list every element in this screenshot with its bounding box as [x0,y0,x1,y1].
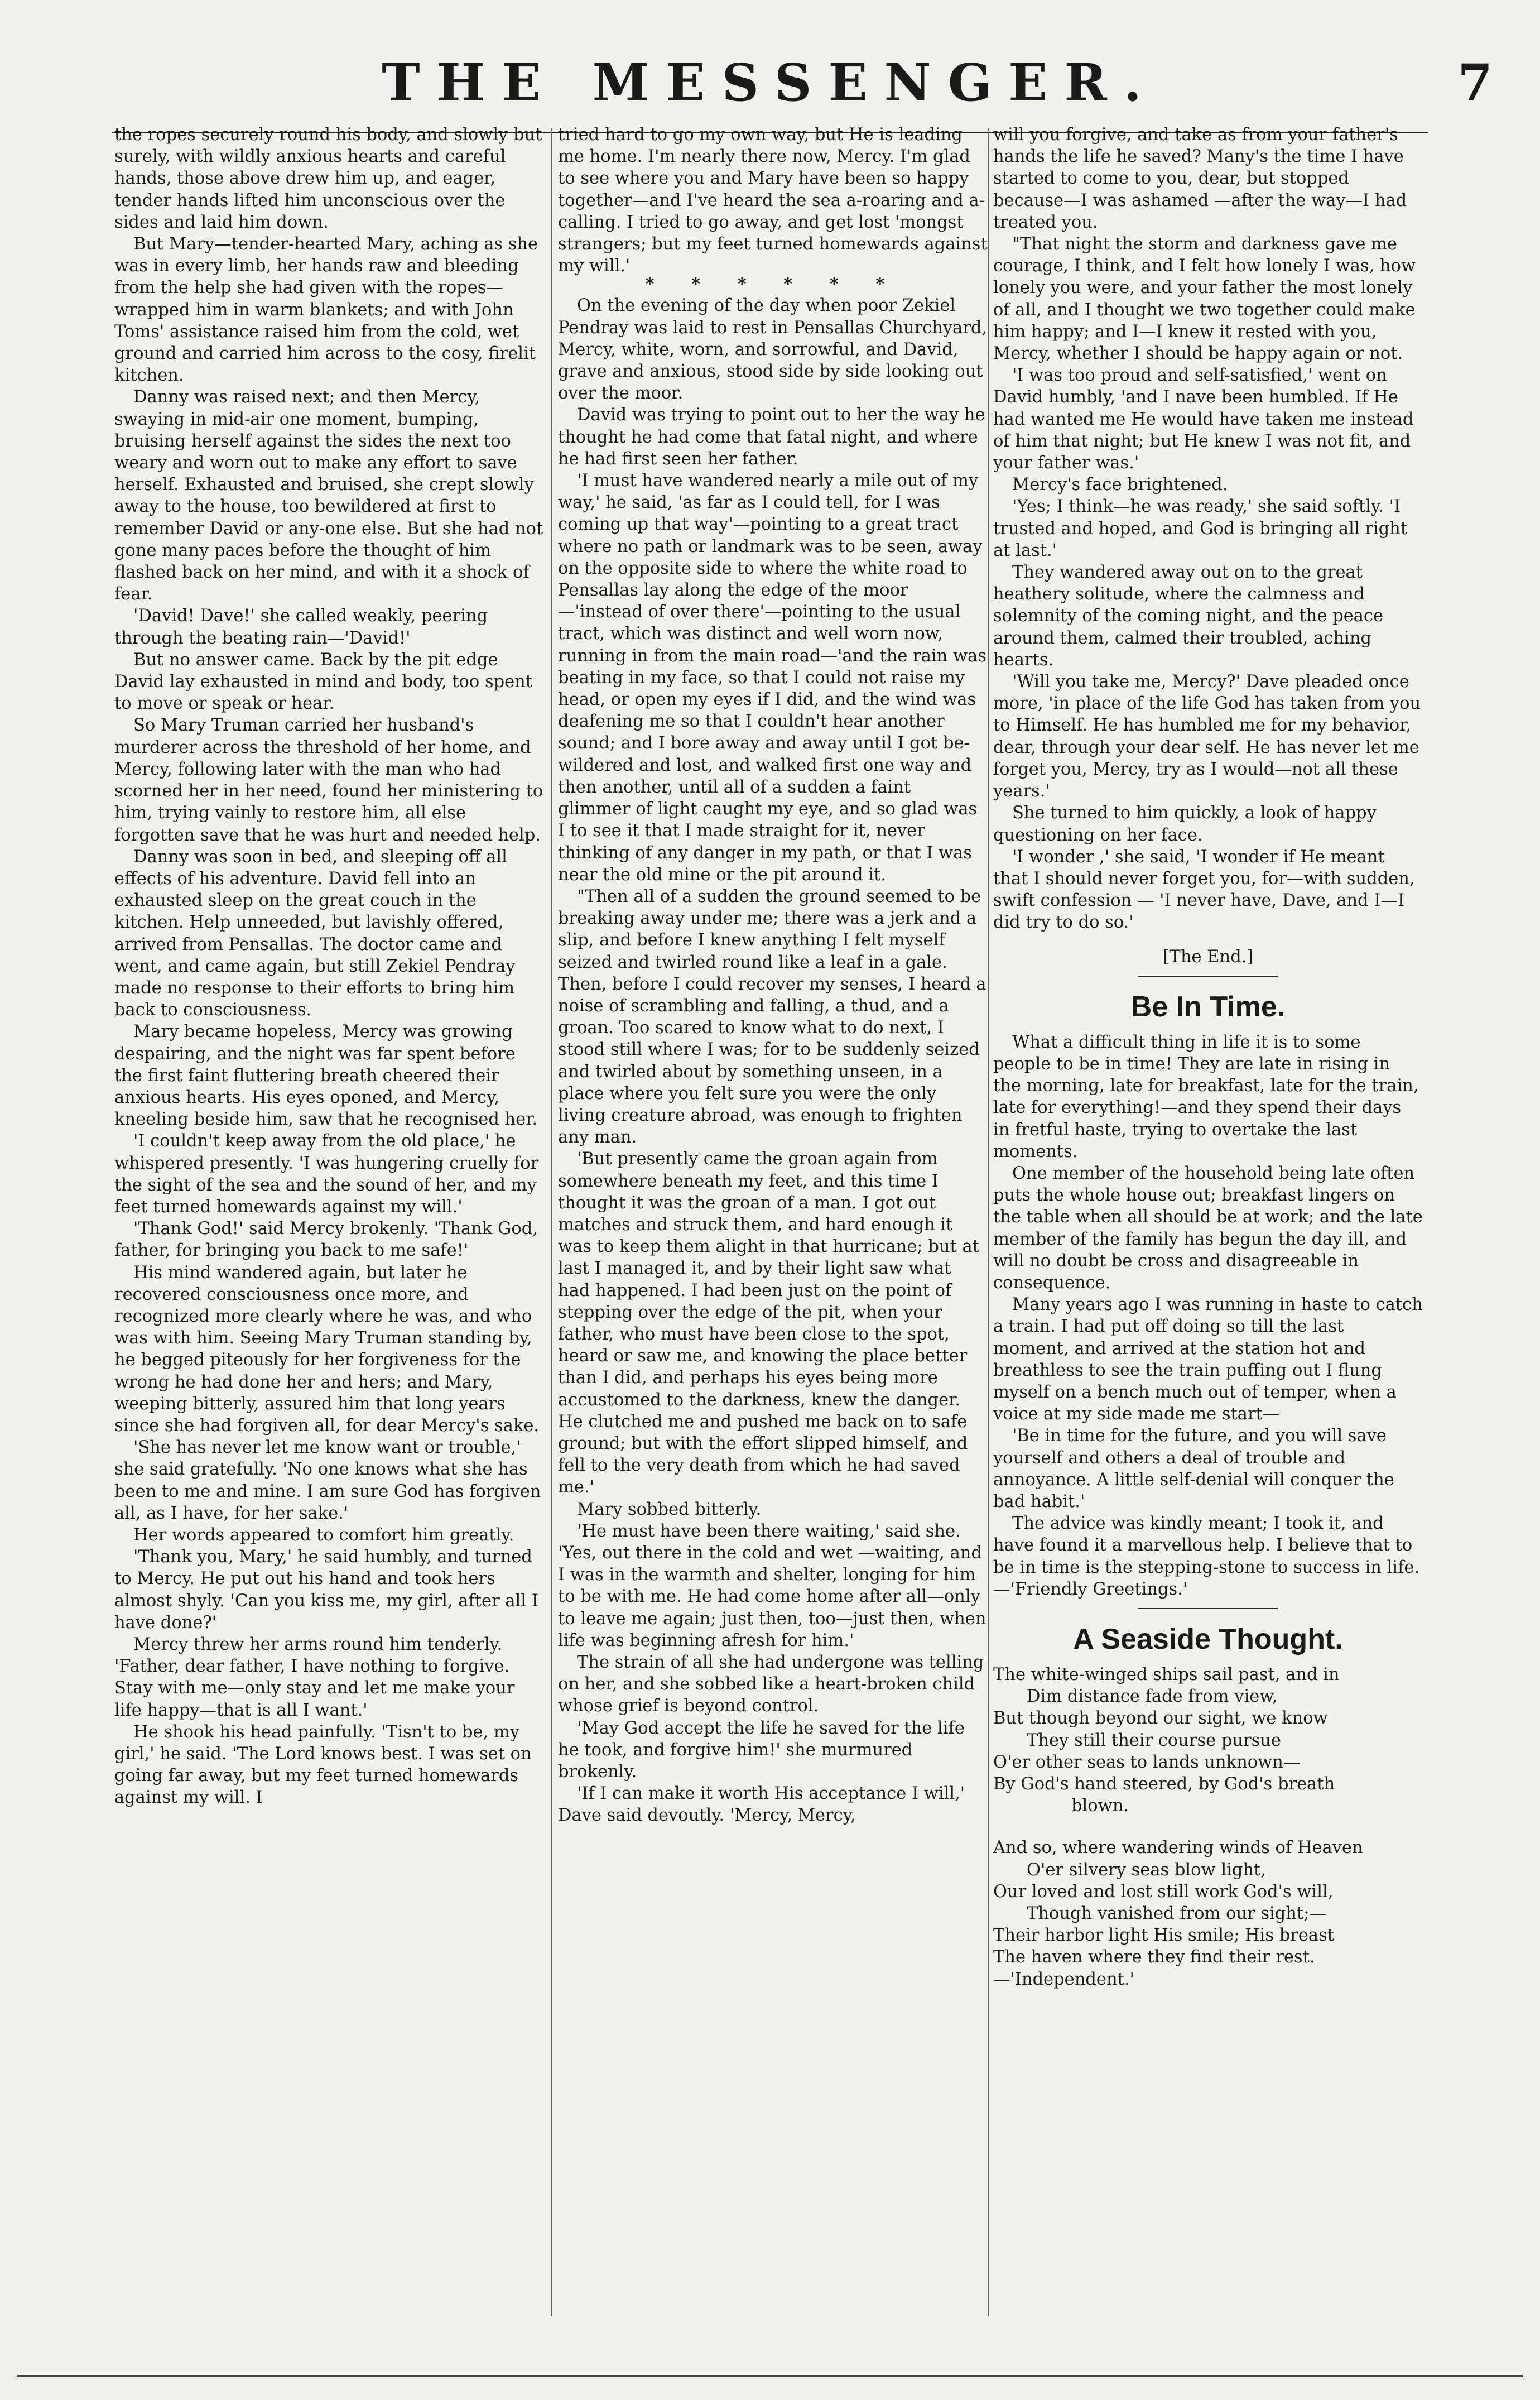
paragraph: 'Will you take me, Mercy?' Dave pleaded once more, 'in place of the life God has taken from you to Himself. He has humbled me for my behavior, dear, through your dear self. He has never let me forget you, Mercy, try as I would—not all these years.' [993,672,1421,801]
paragraph: Danny was raised next; and then Mercy, swaying in mid-air one moment, bumping, bruising herself against the sides the next too weary and worn out to make any effort to save herself. Exhausted and bruised, she crept slowly away to the house, too bewildered at first to remember David or any-one else. But she had not gone many paces before the thought of him flashed back on her mind, and with it a shock of fear. [114,387,543,604]
stanza-gap [993,1817,1423,1837]
column-divider [988,128,989,2316]
poem [993,1664,1423,1990]
bottom-rule [17,2375,1523,2377]
poem-line: Our loved and lost still work God's will, [993,1881,1334,1902]
paragraph: 'May God accept the life he saved for the life he took, and forgive him!' she murmured brokenly. [558,1718,965,1782]
poem-line: Dim distance fade from view, [1027,1687,1278,1707]
poem-line: O'er silvery seas blow light, [1027,1860,1266,1880]
divider [1138,1608,1278,1609]
paragraph: What a difficult thing in life it is to some people to be in time! They are late in rising in the morning, late for breakfast, late for the train, late for everything!—and they spend their days in fretful haste, trying to overtake the last moments. [993,1032,1419,1161]
paragraph: 'I wonder ,' she said, 'I wonder if He meant that I should never forget you, for—with sudden, swift confession — 'I never have, Dave, and I—I did try to do so.' [993,847,1415,933]
paragraph: Her words appeared to comfort him greatly. [133,1525,514,1545]
poem-line: The white-winged ships sail past, and in [993,1665,1340,1684]
paragraph: 'I was too proud and self-satisfied,' went on David humbly, 'and I nave been humbled. If He had wanted me He would have taken me instead of him that night; but He knew I was not fit, and your father was.' [993,366,1414,473]
poem-line: But though beyond our sight, we know [993,1708,1328,1729]
paragraph: One member of the household being late often puts the whole house out; breakfast lingers on the table when all should be at work; and the late member of the family has begun the day ill, and will no doubt be cross and disagreeable in consequence. [993,1163,1423,1293]
paragraph: David was trying to point out to her the way he thought he had come that fatal night, and where he had first seen her father. [558,405,985,469]
the-end-label: [The End.] [1162,947,1254,967]
paragraph: The advice was kindly meant; I took it, and have found it a marvellous help. I believe that to be in time is the stepping-stone to success in life.—'Friendly Greetings.' [993,1514,1420,1599]
paragraph: 'Yes; I think—he was ready,' she said softly. 'I trusted and hoped, and God is bringing all right at last.' [993,497,1408,560]
paragraph: 'David! Dave!' she called weakly, peering through the beating rain—'David!' [114,606,488,648]
paragraph: 'But presently came the groan again from somewhere beneath my feet, and this time I thought it was the groan of a man. I got out matches and struck them, and hard enough it was to keep them alight in that hurricane; but at last I managed it, and by their light saw what had happened. I had been just on the point of stepping over the edge of the pit, when your father, who must have been close to the spot, heard or saw me, and knowing the place better than I did, and perhaps his eyes being more accustomed to the darkness, knew the danger. He clutched me and pushed me back on to safe ground; but with the effort slipped himself, and fell to the very death from which he had saved me.' [558,1149,979,1497]
paragraph: 'He must have been there waiting,' said she. 'Yes, out there in the cold and wet —waiting, and I was in the warmth and shelter, longing for him to be with me. He had come home after all—only to leave me again; just then, too—just then, when life was beginning afresh for him.' [558,1521,986,1650]
column-2 [558,124,988,1827]
paragraph: Mercy's face brightened. [1012,475,1228,495]
paragraph: But Mary—tender-hearted Mary, aching as she was in every limb, her hands raw and bleeding from the help she had given with the ropes—wrapped him in warm blankets; and with John Toms' assistance raised him from the cold, wet ground and carried him across to the cosy, firelit kitchen. [114,234,538,386]
masthead: THE MESSENGER. [382,52,1158,113]
poem-line: By God's hand steered, by God's breath [993,1774,1335,1794]
column-3 [993,124,1423,1990]
paragraph: 'I must have wandered nearly a mile out of my way,' he said, 'as far as I could tell, for I was coming up that way'—pointing to a great tract where no path or landmark was to be seen, away on the opposite side to where the white road to Pensallas lay along the edge of the moor—'instead of over there'—pointing to the usual tract, which was distinct and well worn now, running in from the main road—'and the rain was beating in my face, so that I could not raise my head, or open my eyes if I did, and the wind was deafening me so that I couldn't hear another sound; and I bore away and away until I got be-wildered and lost, and walked first one way and then another, until all of a sudden a faint glimmer of light caught my eye, and so glad was I to see it that I made straight for it, never thinking of any danger in my path, or that I was near the old mine or the pit around it. [558,471,986,885]
poem-source: —'Independent.' [993,1969,1134,1989]
paragraph: They wandered away out on to the great heathery solitude, where the calmness and solemnity of the coming night, and the peace around them, calmed their troubled, aching hearts. [993,563,1384,670]
paragraph: 'Thank God!' said Mercy brokenly. 'Thank God, father, for bringing you back to me safe!' [114,1219,538,1261]
poem-line: They still their course pursue [1027,1730,1281,1750]
paragraph: Many years ago I was running in haste to catch a train. I had put off doing so till the last moment, and arrived at the station hot and breathless to see the train puffing out I flung myself on a bench much out of temper, when a voice at my side made me start— [993,1295,1423,1424]
paragraph: His mind wandered again, but later he recovered consciousness once more, and recognized more clearly where he was, and who was with him. Seeing Mary Truman standing by, he begged piteously for her forgiveness for the wrong he had done her and hers; and Mary, weeping bitterly, assured him that long years since she had forgiven all, for dear Mercy's sake. [114,1263,540,1436]
paragraph: Danny was soon in bed, and sleeping off all effects of his adventure. David fell into an exhausted sleep on the great couch in the kitchen. Help unneeded, but lavishly offered, arrived from Pensallas. The doctor came and went, and came again, but still Zekiel Pendray made no response to their efforts to bring him back to consciousness. [114,847,516,1020]
paragraph: "That night the storm and darkness gave me courage, I think, and I felt how lonely I was, how lonely you were, and your father the most lonely of all, and I thought we two together could make him happy; and I—I knew it rested with you, Mercy, whether I should be happy again or not. [993,234,1416,364]
paragraph: She turned to him quickly, a look of happy questioning on her face. [993,803,1377,845]
poem-line: The haven where they find their rest. [993,1947,1315,1967]
paragraph: The strain of all she had undergone was telling on her, and she sobbed like a heart-broken child whose grief is beyond control. [558,1653,984,1716]
paragraph: 'She has never let me know want or trouble,' she said gratefully. 'No one knows what she has been to me and mine. I am sure God has forgiven all, as I have, for her sake.' [114,1438,541,1523]
paragraph: He shook his head painfully. 'Tisn't to be, my girl,' he said. 'The Lord knows best. I was set on going far away, but my feet turned homewards against my will. I [114,1722,532,1808]
paragraph: Mary sobbed bitterly. [577,1499,762,1519]
article-title-seaside-thought: A Seaside Thought. [1073,1623,1343,1655]
paragraph: But no answer came. Back by the pit edge David lay exhausted in mind and body, too spent to move or speak or hear. [114,650,533,714]
poem-line: blown. [1071,1796,1129,1816]
paragraph: 'I couldn't keep away from the old place,' he whispered presently. 'I was hungering cruelly for the sight of the sea and the sound of her, and my feet turned homewards against my will.' [114,1131,539,1217]
paragraph: 'If I can make it worth His acceptance I will,' Dave said devoutly. 'Mercy, Mercy, [558,1784,965,1826]
column-1 [114,124,544,1809]
paragraph: will you forgive, and take as from your father's hands the life he saved? Many's the time I have started to come to you, dear, but stopped because—I was ashamed —after the way—I had treated you. [993,125,1407,232]
paragraph: "Then all of a sudden the ground seemed to be breaking away under me; there was a jerk and a slip, and before I knew anything I felt myself seized and twirled round like a leaf in a gale. Then, before I could recover my senses, I heard a noise of scrambling and falling, a thud, and a groan. Too scared to know what to do next, I stood still where I was; for to be suddenly seized and twirled about by something unseen, in a place where you felt sure you were the only living creature abroad, was enough to frighten any man. [558,886,986,1148]
paragraph: the ropes securely round his body, and slowly but surely, with wildly anxious hearts and careful hands, those above drew him up, and eager, tender hands lifted him unconscious over the sides and laid him down. [114,125,542,232]
paragraph: tried hard to go my own way, but He is leading me home. I'm nearly there now, Mercy. I'm glad to see where you and Mary have been so happy together—and I've heard the sea a-roaring and a-calling. I tried to go away, and get lost 'mongst strangers; but my feet turned homewards against my will.' [558,125,988,276]
paragraph: Mary became hopeless, Mercy was growing despairing, and the night was far spent before the first faint fluttering breath cheered their anxious hearts. His eyes oponed, and Mercy, kneeling beside him, saw that he recognised her. [114,1022,538,1130]
article-title-be-in-time: Be In Time. [1130,990,1286,1023]
poem-line: O'er other seas to lands unknown— [993,1752,1301,1772]
poem-line: Their harbor light His smile; His breast [993,1926,1335,1946]
paragraph: 'Be in time for the future, and you will save yourself and others a deal of trouble and annoyance. A little self-denial will conquer the bad habit.' [993,1426,1394,1511]
paragraph: On the evening of the day when poor Zekiel Pendray was laid to rest in Pensallas Churchyard, Mercy, white, worn, and sorrowful, and David, grave and anxious, stood side by side looking out over the moor. [558,296,988,404]
page-number: 7 [1457,53,1493,112]
poem-line: Though vanished from our sight;— [1027,1904,1326,1924]
divider [1138,976,1278,977]
column-divider [551,128,552,2316]
poem-line: And so, where wandering winds of Heaven [993,1838,1363,1858]
paragraph: Mercy threw her arms round him tenderly. 'Father, dear father, I have nothing to forgive. Stay with me—only stay and let me make your life happy—that is all I want.' [114,1635,515,1720]
page-header [0,49,1540,127]
paragraph: So Mary Truman carried her husband's murderer across the threshold of her home, and Mercy, following later with the man who had scorned her in her need, found her ministering to him, trying vainly to restore him, all else forgotten save that he was hurt and needed help. [114,716,543,845]
section-break-stars: * * * * * * [645,274,901,295]
paragraph: 'Thank you, Mary,' he said humbly, and turned to Mercy. He put out his hand and took hers almost shyly. 'Can you kiss me, my girl, after all I have done?' [114,1547,538,1633]
